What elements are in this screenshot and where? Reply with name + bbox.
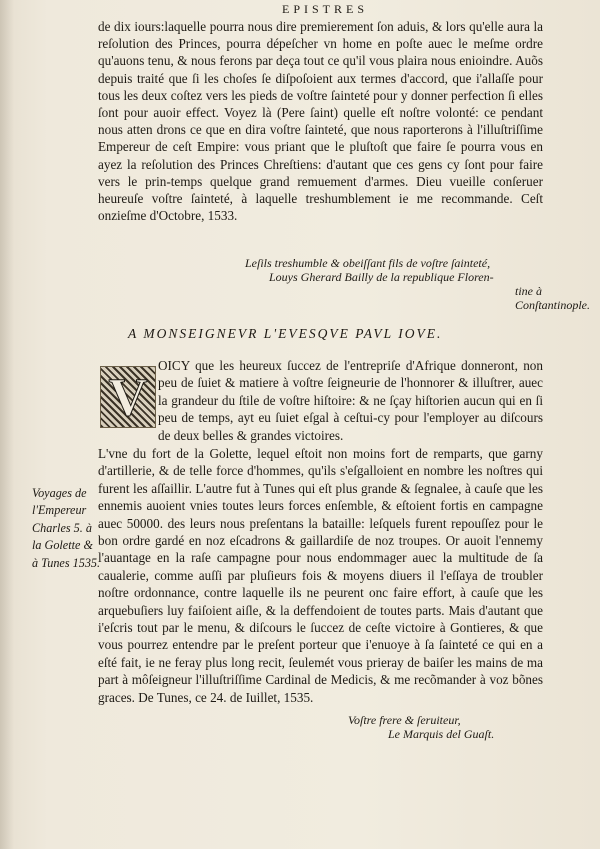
running-head: EPISTRES: [281, 2, 368, 16]
letter-1-body: [98, 18, 543, 224]
signature-line: Louys Gherard Bailly de la republique Floren-: [269, 270, 494, 284]
signature-line: Leſils treshumble & obeiſſant fils de voſtre ſainteté,: [245, 256, 491, 270]
initial-letter: V: [108, 367, 148, 427]
letter-2-body: [98, 445, 543, 706]
letter-2-signature: [348, 713, 548, 741]
letter-1-signature: [245, 256, 590, 312]
decorated-initial: [100, 366, 156, 428]
signature-line: Voſtre frere & ſeruiteur,: [348, 713, 461, 727]
marginal-note: Voyages de l'Empereur Charles 5. à la Golette & à Tunes 1535.: [32, 486, 101, 570]
signature-line: tine à Conſtantinople.: [515, 284, 590, 312]
letter-1-text: de dix iours:laquelle pourra nous dire premierement ſon aduis, & lors qu'elle aura la reſolution des Princes, pourra dépeſcher vn home en poſte auec le meſme ordre qu'auons tenu, & nous ferons par deça tout ce qu'il vous plaira nous enioindre. Auõs depuis traité que ſi les choſes ſe diſpoſoient aux termes d'accord, que i'allaſſe pour tous les deux coſtez vers les pieds de voſtre ſainteté pour y donner perfection ſi elles ſont pour auoir effect. Voyez là (Pere ſaint) quelle eſt noſtre volonté: ce pendant nous atten drons ce que en dira voſtre ſainteté, que nous raporterons à l'illuſtriſſime Empereur de ceſt Empire: vous priant que le pluſtoſt que faire ſe pourra vous en ayez la reſolution des Princes Chreſtiens: d'autant que ces gens cy ſont pour faire vers le prin-temps quelque grand remuement d'armes. Dieu vueille conſeruer heureuſe voſtre ſainteté, à laquelle treshumblement ie me recommande. Ceſt onzieſme d'Octobre, 1533.: [98, 19, 543, 224]
letter-2-text: L'vne du fort de la Golette, lequel eſtoit non moins fort de remparts, que garny d'artillerie, & de telle force d'hommes, qu'ils s'eſgalloient en nombre les noſtres qui furent les aſſaillir. L'autre fut à Tunes qui eſt plus grande & ſegnalee, à cauſe que les ennemis auoient vnies toutes leurs forces enſemble, & eſtoient fortis en campagne auec 50000. des leurs nous preſentans la bataille: leſquels furent repouſſez pour le bon ordre gardé en noz eſcadrons & gaillardiſe de noz troupes. Or auoit l'ennemy l'auantage en la raſe campagne pour nous endommager auec la multitude de ſa caualerie, comme auſſi par pluſieurs fois & moyens diuers il l'eſſaya de troubler noſtre ordonnance, contre laquelle ils ne peurent onc faire effort, à cauſe que les arquebuſiers luy faiſoient aiſle, & la deffendoient de toutes parts. Mais d'autant que i'eſcris tout par le menu, & diſcours le ſuccez de ceſte victoire à Gontieres, & que vous pourrez entendre par le preſent porteur que i'enuoye à ſa ſainteté ce qui en a eſté fait, ie ne feray plus long recit, ſeulemét vous prieray de baiſer les mains de ma part à môſeigneur l'illuſtriſſime Cardinal de Medicis, & me recõmander à voz bõnes graces. De Tunes, ce 24. de Iuillet, 1535.: [98, 446, 543, 705]
letter-2-address: A MONSEIGNEVR L'EVESQVE PAVL IOVE.: [128, 326, 443, 341]
letter-2-opening: OICY que les heureux ſuccez de l'entrepriſe d'Afrique donneront, non peu de ſuiet & matiere à voſtre ſeigneurie de l'honnorer & illuſtrer, auec la grandeur du ſtile de voſtre hiſtoire: & ne ſçay hiſtorien aucun qui en ſi peu de temps, ayt eu ſuiet eſgal à ceſtui-cy pour l'employer au diſcours de deux belles & grandes victoires.: [158, 358, 543, 443]
signature-line: Le Marquis del Guaſt.: [388, 727, 495, 741]
